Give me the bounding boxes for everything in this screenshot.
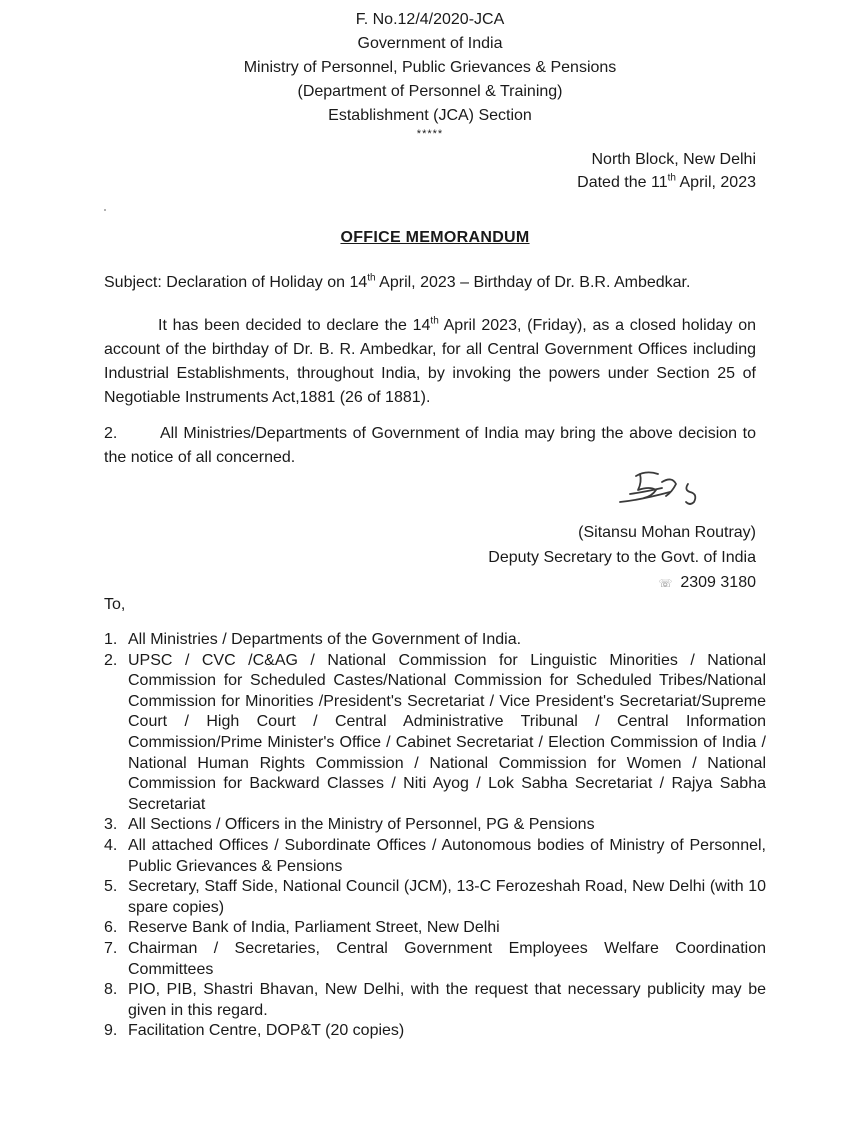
item-number: 9. [104,1022,118,1040]
signatory-name: (Sitansu Mohan Routray) [578,524,756,541]
item-text: All Ministries / Departments of the Government of India. [128,631,522,648]
para1-sup: th [430,315,439,327]
item-number: 5. [104,878,118,896]
list-item [104,651,766,816]
item-text: All attached Offices / Subordinate Offices / Autonomous bodies of Ministry of Personnel, Public Grievances & Pensions [128,836,766,875]
para2-number: 2. [104,425,118,442]
place-and-date [577,148,756,194]
subject-suffix: April, 2023 – Birthday of Dr. B.R. Ambedkar. [375,274,691,291]
item-text: Secretary, Staff Side, National Council (JCM), 13-C Ferozeshah Road, New Delhi (with 10 spare copies) [128,878,766,916]
telephone-icon: ☏ [658,578,673,590]
item-text: Facilitation Centre, DOP&T (20 copies) [128,1022,405,1040]
section-name: Establishment (JCA) Section [328,107,532,124]
letterhead [0,8,853,140]
ministry-name: Ministry of Personnel, Public Grievances & Pensions [243,59,617,76]
item-number: 1. [104,631,118,648]
date [577,171,756,194]
location: North Block, New Delhi [591,151,756,168]
to-label: To, [104,596,126,613]
list-item [104,918,766,939]
file-number: F. No.12/4/2020-JCA [355,11,505,28]
subject-line [104,272,764,293]
signatory-designation: Deputy Secretary to the Govt. of India [488,549,756,566]
item-number: 7. [104,939,118,957]
government-name: Government of India [357,35,503,52]
item-text: UPSC / CVC /C&AG / National Commission for Linguistic Minorities / National Commission for Scheduled Castes/National Commission for Scheduled Tribes/National Commission for Minorities /President's Secretariat / Vice President's Secretariat/Supreme Court / High Court / Central Administrative Tribunal / Central Information Commission/Prime Minister's Office / Cabinet Secretariat / Election Commission of India / National Human Rights Commission / National Commission for Women / National Commission for Backward Classes / Niti Ayog / Lok Sabha Secretariat / Rajya Sabha Secretariat [128,651,766,813]
list-item [104,877,766,918]
date-prefix: Dated the 11 [577,174,668,191]
date-sup: th [667,172,676,184]
para1-suffix: April 2023, (Friday), as a closed holiday on account of the birthday of Dr. B. R. Ambedkar, for all Central Government Offices including Industrial Establishments, throughout India, by invoking the powers under Section 25 of Negotiable Instruments Act,1881 (26 of 1881). [104,317,757,406]
signature-scribble [600,462,740,522]
item-number: 3. [104,816,118,834]
item-number: 6. [104,919,118,937]
list-item [104,939,766,980]
item-number: 8. [104,981,118,999]
department-name: (Department of Personnel & Training) [297,83,563,100]
phone-number: 2309 3180 [680,574,756,591]
subject-prefix: Subject: Declaration of Holiday on 14 [104,274,368,291]
list-item [104,1021,766,1042]
list-item [104,815,766,836]
list-item [104,836,766,877]
signatory-phone [488,570,756,597]
paragraph-1 [104,314,756,410]
item-text: PIO, PIB, Shastri Bhavan, New Delhi, with the request that necessary publicity may be given in this regard. [128,981,766,1019]
item-number: 4. [104,836,118,854]
memo-title: OFFICE MEMORANDUM [340,229,530,246]
para2-text: All Ministries/Departments of Government of India may bring the above decision to the notice of all concerned. [104,425,756,466]
item-text: Chairman / Secretaries, Central Government Employees Welfare Coordination Committees [128,939,766,978]
item-text: All Sections / Officers in the Ministry of Personnel, PG & Pensions [128,816,595,834]
item-number: 2. [104,651,118,669]
signature [600,462,740,522]
margin-dot [104,209,106,211]
list-item [104,630,766,651]
subject-sup: th [367,272,376,284]
list-item [104,980,766,1021]
recipient-list [104,630,766,1042]
header-stars: ***** [416,128,444,140]
item-text: Reserve Bank of India, Parliament Street, New Delhi [128,919,500,937]
date-suffix: April, 2023 [675,174,756,191]
para1-prefix: It has been decided to declare the 14 [158,317,431,334]
signatory-block [488,520,756,597]
